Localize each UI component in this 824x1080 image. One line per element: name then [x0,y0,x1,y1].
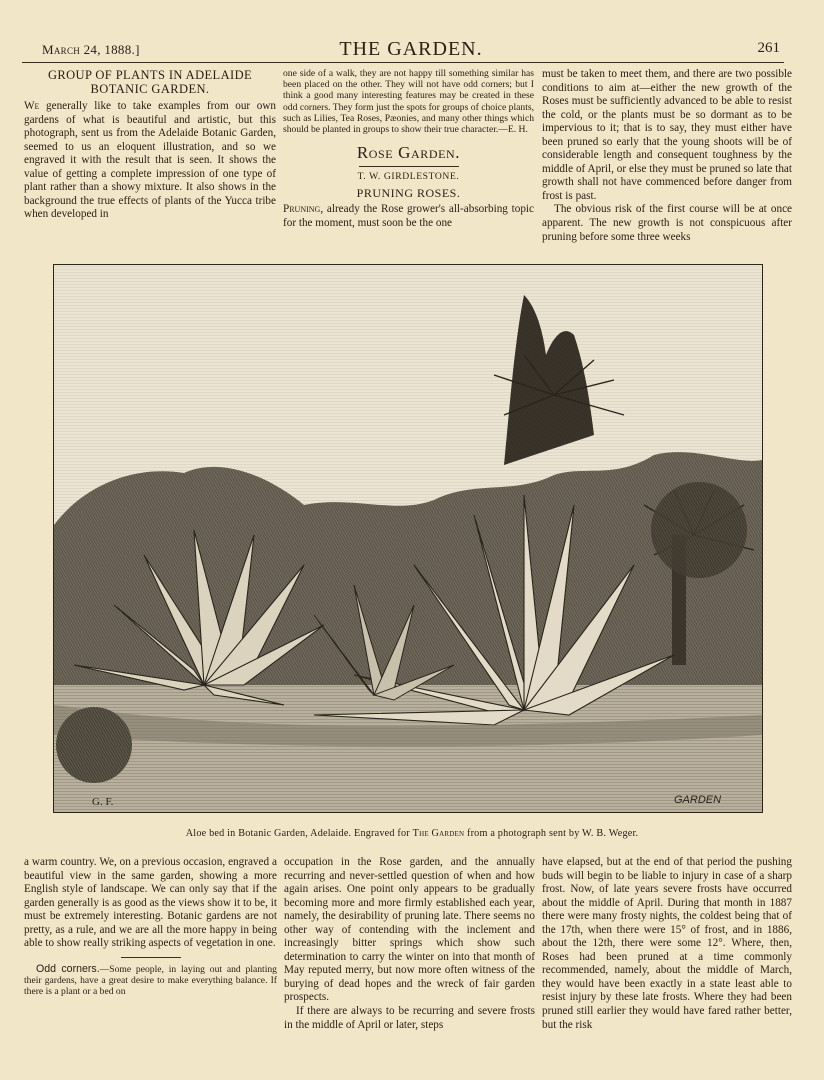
notes-rule [121,957,181,958]
column-1-bottom [24,856,277,997]
author-byline: T. W. GIRDLESTONE. [357,171,460,183]
column-2-bottom [284,856,535,1032]
article-paragraph [24,100,276,222]
page-header [42,38,780,62]
header-rule [22,62,784,63]
pruning-paragraph-text: , already the Rose grower's all-absorbing topic for the moment, must soon be the one [283,203,534,229]
issue-date: March 24, 1888.] [42,42,140,57]
subtitle-pruning-roses: PRUNING ROSES. [356,186,461,201]
column-1-top [24,68,276,222]
note-body: —Some people, in laying out and planting their gardens, have a great desire to make everything balance. If there is a plant or a bed on [24,963,277,998]
column-3-bottom [542,856,792,1032]
article-title-line-2: BOTANIC GARDEN. [90,82,210,96]
column-3-top [542,68,792,244]
engraving-illustration [54,265,762,812]
column-2-top [283,68,534,230]
engraver-initials: G. F. [92,796,114,808]
pruning-paragraph [283,203,534,230]
article-title-line-1: GROUP OF PLANTS IN ADELAIDE [47,68,253,82]
paragraph: a warm country. We, on a previous occasion, engraved a beautiful view in the same garden, showing a more English style of landscape. We can only say that if the garden generally is as good as the views show it to be, it must be extremely interesting. Botanic gardens are not pretty, as a rule, and we are all the more happy in being able to show really striking aspects of vegetation in one. [24,856,277,950]
lead-word: Pruning [283,203,321,216]
figure-caption [40,828,784,839]
paragraph: If there are always to be recurring and severe frosts in the middle of April or later, steps [284,1005,535,1031]
odd-corners-note [24,964,277,998]
note-heading: Odd corners. [36,962,100,975]
engraver-signature: GARDEN [674,794,722,806]
section-title-rose-garden: Rose Garden. [356,143,461,163]
page-number: 261 [757,40,780,56]
odd-corners-note-continued: one side of a walk, they are not happy till something similar has been placed on the other. They will not have odd corners; but I think a good many interesting features may be created in these odd corners. They form just the spots for groups of choice plants, such as Lilies, Tea Roses, Pæonies, and many other things which should be planted in groups to show their true character.—E. H. [283,68,534,136]
article-title [24,68,276,96]
caption-credit: from a photograph sent by W. B. Weger. [464,828,639,839]
paragraph: must be taken to meet them, and there are two possible conditions to aim at—either the new growth of the Roses must be sufficiently advanced to be able to resist the cold, or the plants must be so dormant as to be impervious to it; that is to say, they must either have been pruned so early that the young shoots will be of considerable length and consequent toughness by the middle of April, or else they must be pruned so late that growth shall not have commenced before danger from frost is past. [542,68,792,202]
paragraph: occupation in the Rose garden, and the annually recurring and never-settled question of when and how again arises. One point only appears to be gradually becoming more and more firmly established each year, namely, the desirability of pruning late. There seems no other way of contending with the inclement and increasingly bitter springs which show such determination to carry the winter on into that month of May reputed merry, but now more often witness of the burying of dead hopes and the wreck of fair garden prospects. [284,856,535,1004]
caption-magazine-name: The Garden [412,828,465,839]
lead-word: We [24,100,40,112]
paragraph: The obvious risk of the first course will be at once apparent. The new growth is not conspicuous after pruning before some three weeks [542,203,792,243]
caption-text: Aloe bed in Botanic Garden, Adelaide. Engraved for [185,828,413,839]
publication-title: THE GARDEN. [339,38,483,60]
section-rule [359,166,459,167]
engraving-aloe-bed [53,264,763,813]
paragraph: have elapsed, but at the end of that period the pushing buds will begin to be liable to injury in case of a sharp frost. Now, of late years severe frosts have occurred about the middle of April. During that month in 1887 there were many frosty nights, the coldest being that of the 17th, when there were 15° of frost, and in 1886, about the 12th, there were some 12°. Where, then, Roses had been pruned at a time commonly recommended, namely, about the middle of March, they would have been exactly in a state least able to resist injury by these late frosts. Where they had been pruned still earlier they would have fared rather better, but the risk [542,856,792,1031]
article-body: generally like to take examples from our own gardens of what is beautiful and artistic, but this photograph, sent us from the Adelaide Botanic Garden, seemed to us an eloquent illustration, and so we engraved it with the result that is seen. It shows the value of getting a complete impression of one type of plant rather than a showy mixture. It also shows in the background the true effects of plants of the Yucca tribe when developed in [24,100,276,221]
